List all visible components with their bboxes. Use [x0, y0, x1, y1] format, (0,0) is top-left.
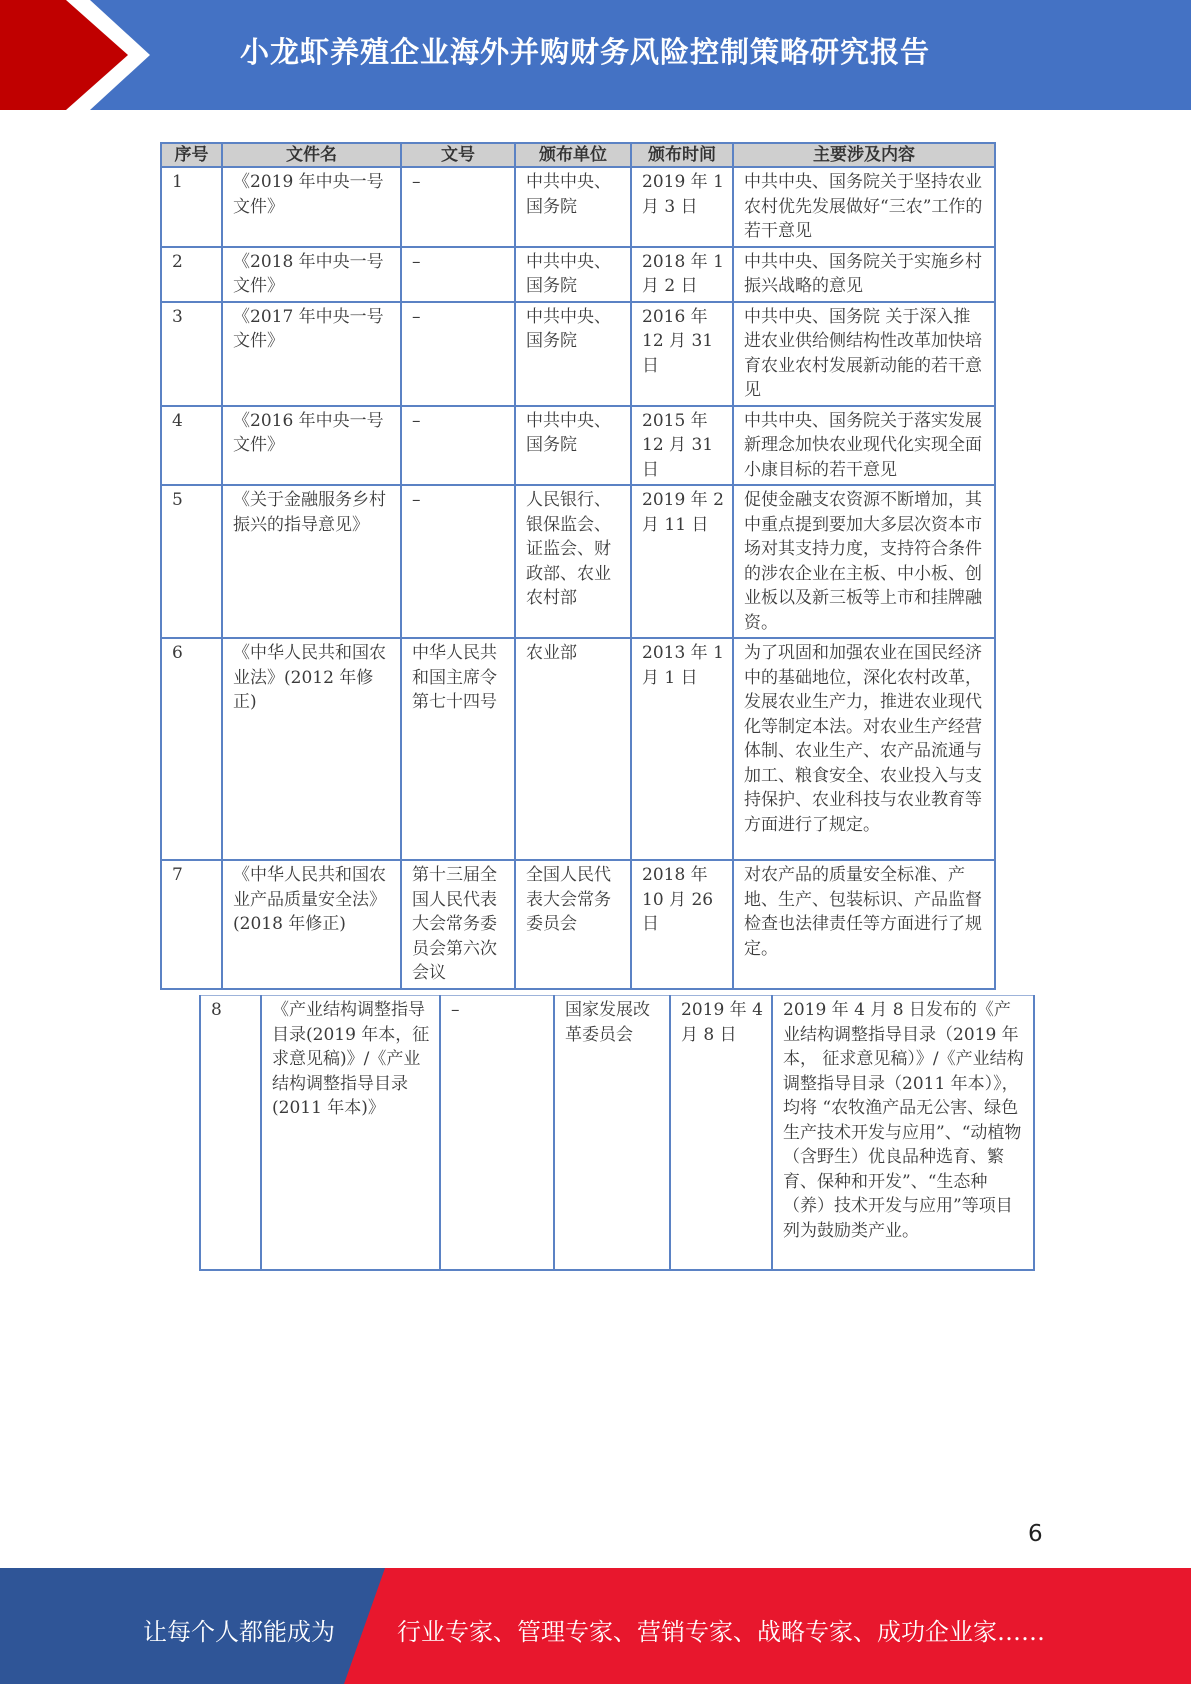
policy-table — [160, 142, 996, 990]
header-cell-date: 颁布时间 — [631, 143, 733, 167]
footer-banner — [0, 1568, 1191, 1684]
policy-table-continued — [199, 995, 1035, 1271]
cell-doc-no: – — [401, 167, 515, 247]
cell-no: 8 — [200, 996, 261, 1270]
cell-issuer: 国家发展改革委员会 — [554, 996, 670, 1270]
table-row — [161, 302, 995, 406]
footer-slogan-left: 让每个人都能成为 — [143, 1618, 335, 1646]
cell-doc-no: – — [401, 247, 515, 302]
cell-content: 中共中央、国务院关于实施乡村振兴战略的意见 — [733, 247, 995, 302]
header-cell-no: 序号 — [161, 143, 222, 167]
cell-date: 2018 年 1 月 2 日 — [631, 247, 733, 302]
cell-date: 2019 年 1 月 3 日 — [631, 167, 733, 247]
header-banner — [0, 0, 1191, 110]
cell-content: 中共中央、国务院关于落实发展新理念加快农业现代化实现全面小康目标的若干意见 — [733, 406, 995, 486]
cell-date: 2015 年 12 月 31 日 — [631, 406, 733, 486]
cell-issuer: 全国人民代表大会常务委员会 — [515, 860, 631, 989]
cell-content: 对农产品的质量安全标准、产地、生产、包装标识、产品监督检查也法律责任等方面进行了规定。 — [733, 860, 995, 989]
cell-no: 6 — [161, 638, 222, 860]
cell-issuer: 中共中央、国务院 — [515, 302, 631, 406]
cell-name: 《中华人民共和国农业法》(2012 年修正) — [222, 638, 401, 860]
cell-name: 《2018 年中央一号文件》 — [222, 247, 401, 302]
cell-date: 2018 年 10 月 26 日 — [631, 860, 733, 989]
cell-name: 《中华人民共和国农业产品质量安全法》(2018 年修正) — [222, 860, 401, 989]
cell-date: 2019 年 2 月 11 日 — [631, 485, 733, 638]
table-row — [161, 638, 995, 860]
cell-date: 2016 年 12 月 31 日 — [631, 302, 733, 406]
cell-content: 为了巩固和加强农业在国民经济中的基础地位，深化农村改革，发展农业生产力，推进农业现代化等制定本法。对农业生产经营体制、农业生产、农产品流通与加工、粮食安全、农业投入与支持保护、农业科技与农业教育等方面进行了规定。 — [733, 638, 995, 860]
document-title: 小龙虾养殖企业海外并购财务风险控制策略研究报告 — [240, 35, 931, 69]
cell-name: 《关于金融服务乡村振兴的指导意见》 — [222, 485, 401, 638]
table-header-row — [161, 143, 995, 167]
table-row — [200, 996, 1034, 1270]
table-row — [161, 860, 995, 989]
cell-issuer: 中共中央、国务院 — [515, 247, 631, 302]
cell-no: 2 — [161, 247, 222, 302]
cell-content: 2019 年 4 月 8 日发布的《产业结构调整指导目录（2019 年本， 征求意见稿）》/《产业结构调整指导目录（2011 年本）》，均将 “农牧渔产品无公害、绿色生产技术开发与应用”、“动植物（含野生）优良品种选育、繁育、保种和开发”、“生态种（养）技术开发与应用”等项目列为鼓励类产业。 — [772, 996, 1034, 1270]
table-row — [161, 406, 995, 486]
cell-content: 中共中央、国务院关于坚持农业农村优先发展做好“三农”工作的若干意见 — [733, 167, 995, 247]
header-cell-name: 文件名 — [222, 143, 401, 167]
cell-no: 7 — [161, 860, 222, 989]
cell-doc-no: 中华人民共和国主席令第七十四号 — [401, 638, 515, 860]
cell-doc-no: – — [401, 302, 515, 406]
cell-issuer: 人民银行、银保监会、证监会、财政部、农业农村部 — [515, 485, 631, 638]
cell-no: 3 — [161, 302, 222, 406]
cell-date: 2019 年 4 月 8 日 — [670, 996, 772, 1270]
cell-no: 5 — [161, 485, 222, 638]
cell-content: 中共中央、国务院 关于深入推进农业供给侧结构性改革加快培育农业农村发展新动能的若干意见 — [733, 302, 995, 406]
header-cell-issuer: 颁布单位 — [515, 143, 631, 167]
header-cell-content: 主要涉及内容 — [733, 143, 995, 167]
cell-issuer: 中共中央、国务院 — [515, 406, 631, 486]
cell-content: 促使金融支农资源不断增加，其中重点提到要加大多层次资本市场对其支持力度，支持符合条件的涉农企业在主板、中小板、创业板以及新三板等上市和挂牌融资。 — [733, 485, 995, 638]
cell-doc-no: 第十三届全国人民代表大会常务委员会第六次会议 — [401, 860, 515, 989]
cell-issuer: 农业部 — [515, 638, 631, 860]
header-cell-doc-no: 文号 — [401, 143, 515, 167]
cell-issuer: 中共中央、国务院 — [515, 167, 631, 247]
cell-doc-no: – — [440, 996, 554, 1270]
cell-name: 《2016 年中央一号文件》 — [222, 406, 401, 486]
cell-no: 1 — [161, 167, 222, 247]
table-row — [161, 167, 995, 247]
table-row — [161, 485, 995, 638]
page-number: 6 — [1028, 1521, 1043, 1547]
cell-no: 4 — [161, 406, 222, 486]
footer-slogan-right: 行业专家、管理专家、营销专家、战略专家、成功企业家…… — [397, 1618, 1045, 1646]
cell-name: 《产业结构调整指导目录(2019 年本，征求意见稿)》/《产业结构调整指导目录(2011 年本)》 — [261, 996, 440, 1270]
cell-doc-no: – — [401, 406, 515, 486]
table-row — [161, 247, 995, 302]
cell-doc-no: – — [401, 485, 515, 638]
cell-name: 《2017 年中央一号文件》 — [222, 302, 401, 406]
cell-date: 2013 年 1 月 1 日 — [631, 638, 733, 860]
cell-name: 《2019 年中央一号文件》 — [222, 167, 401, 247]
